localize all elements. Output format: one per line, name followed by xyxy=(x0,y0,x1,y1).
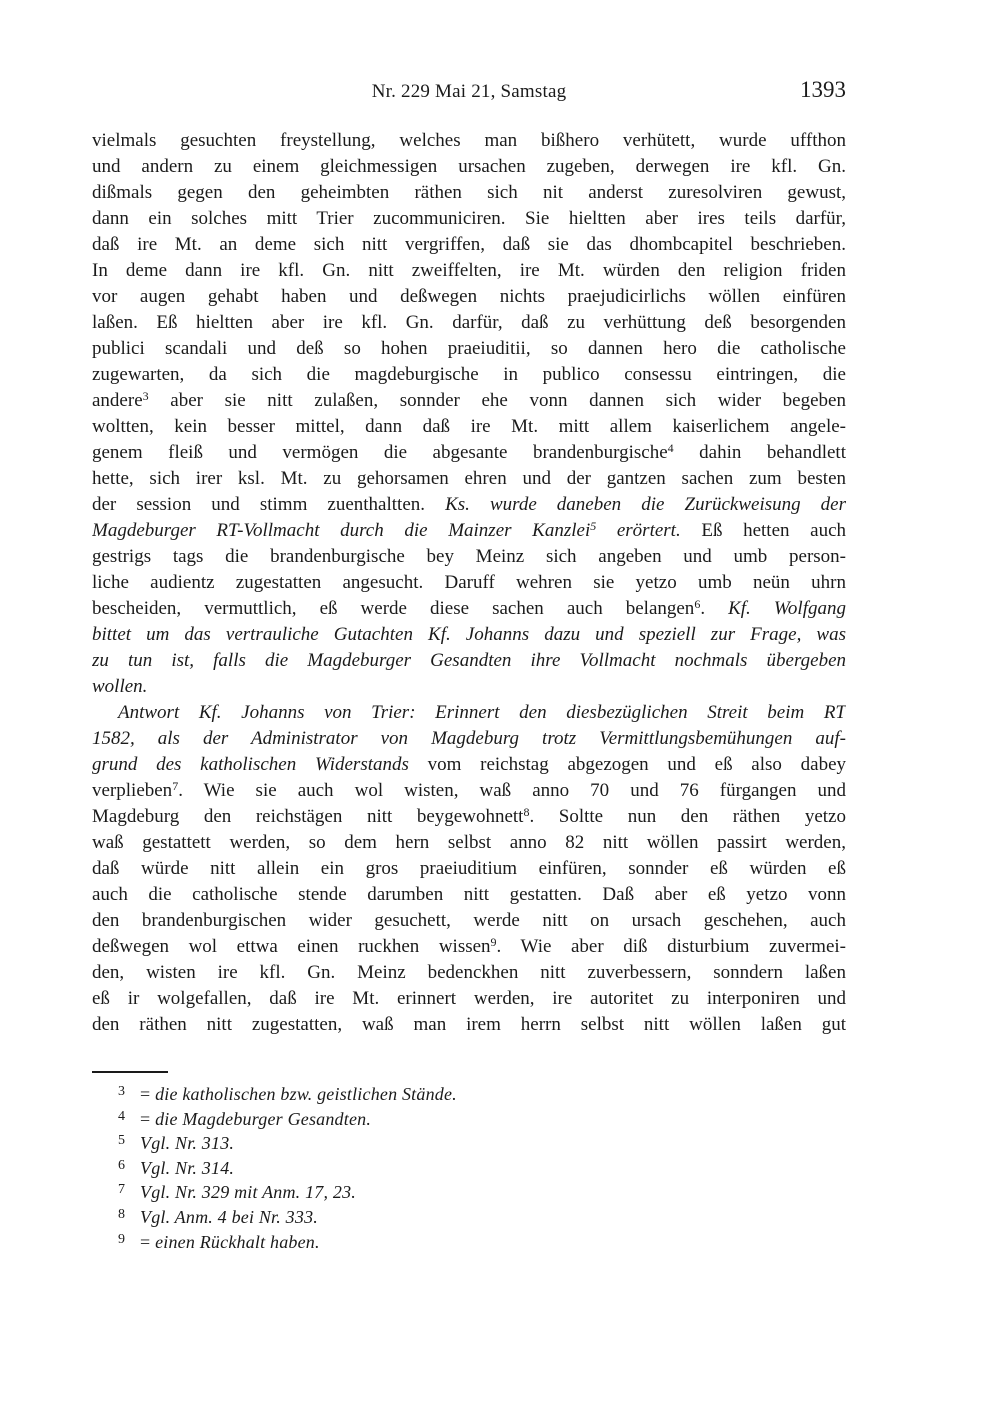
text-line xyxy=(92,986,846,1012)
text-line xyxy=(92,284,846,310)
text-run: Ks. wurde daneben die Zurückweisung der xyxy=(445,494,846,515)
text-line xyxy=(92,544,846,570)
text-run: woltten, kein besser mittel, dann daß ire Mt. mitt allem kaiserlichem angele- xyxy=(92,416,846,437)
text-run: genem fleiß und vermögen die abgesante brandenburgische xyxy=(92,442,668,463)
footnote-item: 9 = einen Rückhalt haben. xyxy=(118,1231,320,1252)
text-line xyxy=(92,492,846,518)
text-run: wollen. xyxy=(92,676,148,697)
text-run: . Soltte nun den räthen yetzo xyxy=(529,806,846,827)
footnote-text xyxy=(140,1084,457,1104)
text-line xyxy=(92,1012,846,1038)
text-run: der session und stimm zuenthaltten. xyxy=(92,494,446,515)
text-line xyxy=(92,700,846,726)
text-line xyxy=(92,726,846,752)
text-line xyxy=(92,596,846,622)
text-line xyxy=(92,960,846,986)
text-run: zu tun ist, falls die Magdeburger Gesandten ihre Vollmacht nochmals übergeben xyxy=(92,650,846,671)
text-run: Eß hetten auch xyxy=(680,520,846,541)
text-line xyxy=(92,206,846,232)
text-run: Vgl. Nr. 329 mit Anm. 17, 23. xyxy=(140,1182,356,1203)
text-line xyxy=(92,466,846,492)
footnotes-list xyxy=(92,1082,846,1254)
footnote-text xyxy=(140,1158,234,1178)
text-run: Magdeburg den reichstägen nitt beygewohnett xyxy=(92,806,524,827)
text-run: dißmals gegen den geheimbten räthen sich nit anderst zuresolviren gewust, xyxy=(92,182,846,203)
text-line xyxy=(92,882,846,908)
text-run: gestrigs tags die brandenburgische bey Meinz sich angeben und umb person- xyxy=(92,546,846,567)
text-run: Kf. Wolfgang xyxy=(728,598,846,619)
text-run: . Wie sie auch wol wisten, waß anno 70 und 76 fürgangen und xyxy=(178,780,846,801)
text-run: Vgl. Nr. 313. xyxy=(140,1133,235,1154)
text-run: die katholischen bzw. geistlichen Stände. xyxy=(155,1084,457,1104)
text-run: waß gestattett werden, so dem hern selbst anno 82 nitt wöllen passirt werden, xyxy=(92,832,846,853)
footnote-ref: 8 xyxy=(523,805,530,819)
text-run: und andern zu einem gleichmessigen ursachen zugeben, derwegen ire kfl. Gn. xyxy=(92,156,846,177)
text-line xyxy=(92,362,846,388)
footnote-item: 6 Vgl. Nr. 314. xyxy=(118,1157,235,1178)
text-line xyxy=(92,258,846,284)
text-run: den brandenburgischen wider gesuchett, werde nitt on ursach geschehen, auch xyxy=(92,910,846,931)
text-run: zugewarten, da sich die magdeburgische in publico consessu eintringen, die xyxy=(92,364,846,385)
text-run: vom reichstag abgezogen und eß also dabey xyxy=(408,754,846,775)
text-run: bescheiden, vermuttlich, eß werde diese sachen auch belangen xyxy=(92,598,695,619)
text-run: = xyxy=(140,1108,156,1129)
footnote-text xyxy=(140,1207,318,1227)
text-line xyxy=(92,154,846,180)
text-line xyxy=(92,336,846,362)
page-number: 1393 xyxy=(800,77,846,102)
text-line xyxy=(92,648,846,674)
paragraph xyxy=(92,700,846,1038)
text-run: Magdeburger RT-Vollmacht durch die Mainzer Kanzlei xyxy=(92,520,591,541)
footnote-item: 4 = die Magdeburger Gesandten. xyxy=(118,1108,372,1129)
text-run: In deme dann ire kfl. Gn. nitt zweiffelten, ire Mt. würden den religion friden xyxy=(92,260,846,281)
footnote-ref: 9 xyxy=(490,935,497,949)
text-run: dahin behandlett xyxy=(673,442,846,463)
text-line xyxy=(92,674,846,700)
text-line xyxy=(92,310,846,336)
text-line xyxy=(92,440,846,466)
text-run: = xyxy=(140,1231,156,1252)
text-run: daß ire Mt. an deme sich nitt vergriffen, daß sie das dhombcapitel beschrieben. xyxy=(92,234,846,255)
text-run: den, wisten ire kfl. Gn. Meinz bedenckhen nitt zuverbessern, sonndern laßen xyxy=(92,962,846,983)
text-run: . xyxy=(700,598,729,619)
text-run: die Magdeburger Gesandten. xyxy=(155,1108,372,1129)
footnote-item: 5 Vgl. Nr. 313. xyxy=(118,1133,235,1154)
text-line xyxy=(92,128,846,154)
text-run: dann ein solches mitt Trier zucommuniciren. Sie hieltten aber ires teils darfür, xyxy=(92,208,846,229)
footnote-ref: 4 xyxy=(667,441,674,455)
text-run: Vgl. Anm. 4 bei Nr. 333. xyxy=(140,1206,318,1227)
text-line xyxy=(92,570,846,596)
text-line xyxy=(92,180,846,206)
text-run: auch die catholische stende darumben nitt gestatten. Daß aber eß yetzo vonn xyxy=(92,884,846,905)
text-run: verplieben xyxy=(92,780,173,801)
text-line xyxy=(92,856,846,882)
text-run: 1582, als der Administrator von Magdeburg trotz Vermittlungsbemühungen auf- xyxy=(92,728,846,749)
header-title: Nr. 229 Mai 21, Samstag xyxy=(371,81,567,102)
footnote-text xyxy=(140,1109,371,1129)
paragraph xyxy=(92,128,846,700)
text-run: Vgl. Nr. 314. xyxy=(140,1157,235,1178)
footnote-ref: 3 xyxy=(142,389,149,403)
footnote-text xyxy=(140,1133,234,1153)
text-run: vielmals gesuchten freystellung, welches man bißhero verhütett, wurde uffthon xyxy=(92,130,846,151)
text-line xyxy=(92,622,846,648)
text-run: = xyxy=(140,1084,156,1104)
text-line xyxy=(92,232,846,258)
text-run: laßen. Eß hieltten aber ire kfl. Gn. darfür, daß zu verhüttung deß besorgenden xyxy=(92,312,846,333)
footnote-item: 8 Vgl. Anm. 4 bei Nr. 333. xyxy=(118,1206,318,1227)
footnote-item: 3 = die katholischen bzw. geistlichen Stände. xyxy=(118,1084,457,1104)
body-text xyxy=(92,128,846,1038)
text-run: den räthen nitt zugestatten, waß man irem herrn selbst nitt wöllen laßen gut xyxy=(92,1014,846,1035)
footnote-text xyxy=(140,1232,320,1252)
text-run: bittet um das vertrauliche Gutachten Kf. Johanns dazu und speziell zur Frage, was xyxy=(92,624,846,645)
text-run: grund des katholischen Widerstands xyxy=(92,754,409,775)
footnote-text xyxy=(140,1182,356,1202)
text-run: vor augen gehabt haben und deßwegen nichts praejudicirlichs wöllen einfüren xyxy=(92,286,846,307)
text-line xyxy=(92,778,846,804)
text-line xyxy=(92,414,846,440)
footnote-ref: 6 xyxy=(694,597,701,611)
text-run: einen Rückhalt haben. xyxy=(155,1231,320,1252)
text-run: aber sie nitt zulaßen, sonnder ehe vonn dannen sich wider begeben xyxy=(148,390,846,411)
footnote-separator xyxy=(92,1071,168,1073)
text-line xyxy=(92,908,846,934)
text-line xyxy=(92,752,846,778)
text-run: . Wie aber diß disturbium zuvermei- xyxy=(496,936,846,957)
text-line xyxy=(92,934,846,960)
text-line xyxy=(92,518,846,544)
page-header xyxy=(92,77,846,108)
text-run: deßwegen wol ettwa einen ruckhen wissen xyxy=(92,936,491,957)
text-line xyxy=(92,830,846,856)
footnote-ref: 5 xyxy=(590,519,597,533)
text-run: publici scandali und deß so hohen praeiuditii, so dannen hero die catholische xyxy=(92,338,846,359)
text-run: erörtert. xyxy=(596,520,681,541)
text-run: eß ir wolgefallen, daß ire Mt. erinnert werden, ire autoritet zu interponiren und xyxy=(92,988,846,1009)
text-run: hette, sich irer ksl. Mt. zu gehorsamen ehren und der gantzen sachen zum besten xyxy=(92,468,846,489)
text-line xyxy=(92,388,846,414)
text-run: daß würde nitt allein ein gros praeiuditium einfüren, sonnder eß würden eß xyxy=(92,858,846,879)
text-run: Antwort Kf. Johanns von Trier: Erinnert den diesbezüglichen Streit beim RT xyxy=(118,702,846,723)
footnote-ref: 7 xyxy=(172,779,179,793)
text-line xyxy=(92,804,846,830)
text-run: andere xyxy=(92,390,143,411)
text-run: liche audientz zugestatten angesucht. Daruff wehren sie yetzo umb neün uhrn xyxy=(92,572,846,593)
footnote-item: 7 Vgl. Nr. 329 mit Anm. 17, 23. xyxy=(118,1182,356,1203)
